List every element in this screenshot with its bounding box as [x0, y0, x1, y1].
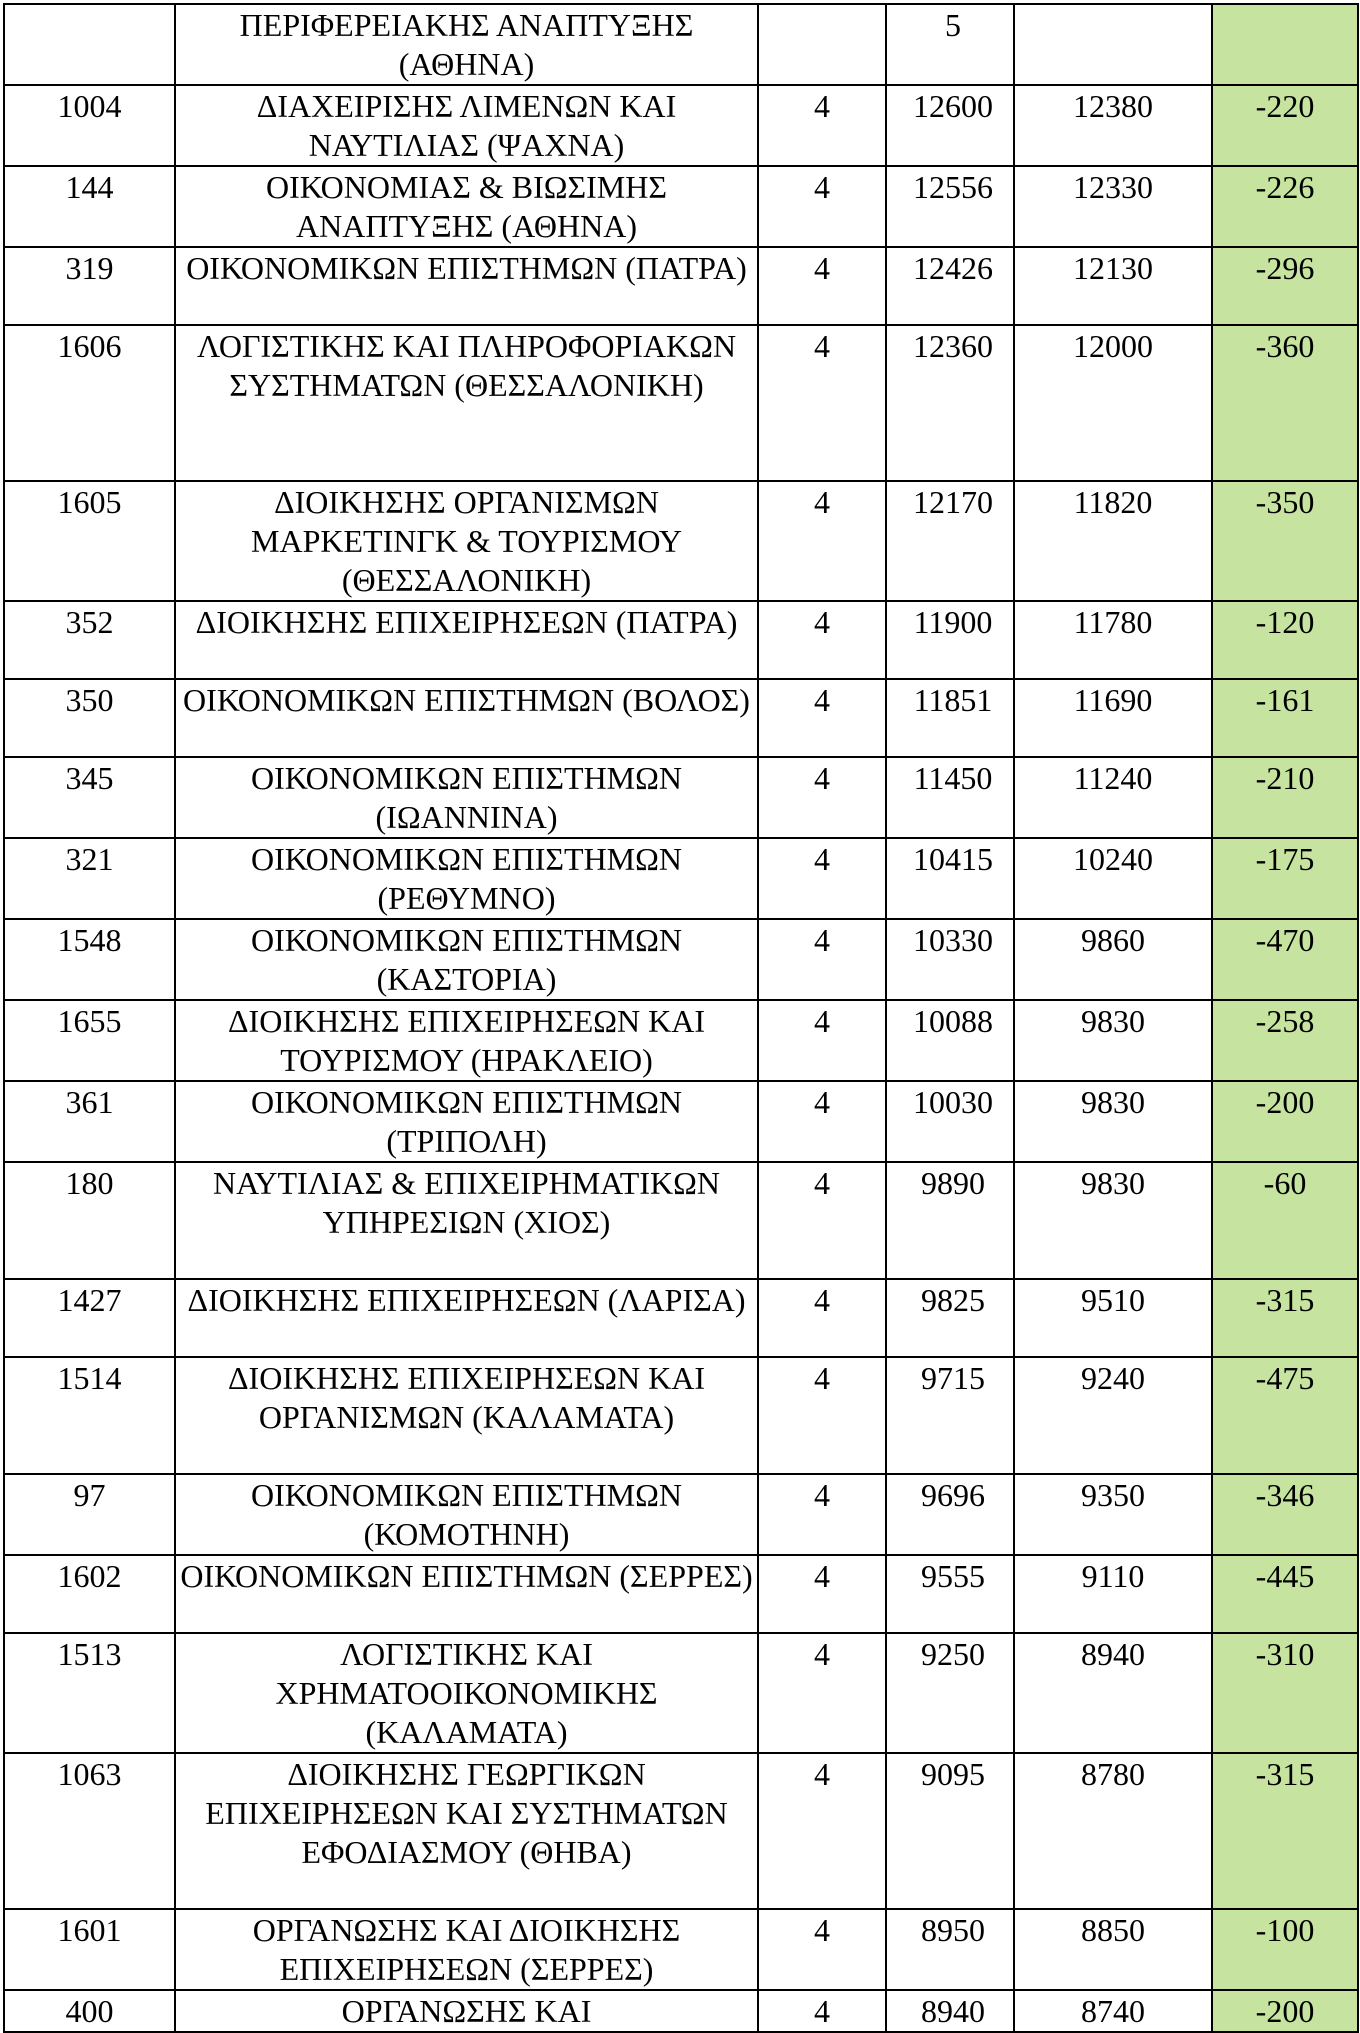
department-name-cell: ΟΙΚΟΝΟΜΙΚΩΝ ΕΠΙΣΤΗΜΩΝ (ΣΕΡΡΕΣ) [175, 1555, 758, 1633]
department-name-cell: ΟΙΚΟΝΟΜΙΚΩΝ ΕΠΙΣΤΗΜΩΝ (ΤΡΙΠΟΛΗ) [175, 1081, 758, 1162]
new-base-score-cell: 9860 [1014, 919, 1212, 1000]
new-base-score-cell [1014, 4, 1212, 85]
table-row [4, 1081, 1358, 1162]
department-code-cell: 1655 [4, 1000, 175, 1081]
previous-base-score-cell: 11851 [886, 679, 1014, 757]
table-row [4, 679, 1358, 757]
new-base-score-cell: 12130 [1014, 247, 1212, 325]
department-code-cell: 321 [4, 838, 175, 919]
table-row [4, 85, 1358, 166]
previous-base-score-cell: 9095 [886, 1753, 1014, 1909]
previous-base-score-cell: 12426 [886, 247, 1014, 325]
score-difference-cell: -470 [1212, 919, 1358, 1000]
study-years-cell: 4 [758, 838, 886, 919]
new-base-score-cell: 12380 [1014, 85, 1212, 166]
department-code-cell: 1427 [4, 1279, 175, 1357]
department-code-cell: 1063 [4, 1753, 175, 1909]
department-name-cell: ΔΙΟΙΚΗΣΗΣ ΕΠΙΧΕΙΡΗΣΕΩΝ ΚΑΙ ΤΟΥΡΙΣΜΟΥ (ΗΡΑΚΛΕΙΟ) [175, 1000, 758, 1081]
study-years-cell: 4 [758, 679, 886, 757]
table-row [4, 1357, 1358, 1474]
department-name-cell: ΔΙΟΙΚΗΣΗΣ ΕΠΙΧΕΙΡΗΣΕΩΝ (ΠΑΤΡΑ) [175, 601, 758, 679]
department-code-cell: 1605 [4, 481, 175, 601]
study-years-cell: 4 [758, 601, 886, 679]
new-base-score-cell: 9510 [1014, 1279, 1212, 1357]
study-years-cell: 4 [758, 85, 886, 166]
study-years-cell: 4 [758, 757, 886, 838]
new-base-score-cell: 8850 [1014, 1909, 1212, 1990]
score-difference-cell: -100 [1212, 1909, 1358, 1990]
study-years-cell: 4 [758, 1555, 886, 1633]
study-years-cell: 4 [758, 919, 886, 1000]
previous-base-score-cell: 9555 [886, 1555, 1014, 1633]
department-code-cell: 1004 [4, 85, 175, 166]
department-code-cell: 400 [4, 1990, 175, 2032]
study-years-cell: 4 [758, 1081, 886, 1162]
department-code-cell: 1602 [4, 1555, 175, 1633]
department-code-cell: 1513 [4, 1633, 175, 1753]
score-difference-cell: -161 [1212, 679, 1358, 757]
department-code-cell: 1601 [4, 1909, 175, 1990]
table-row [4, 1633, 1358, 1753]
table-row [4, 325, 1358, 481]
score-difference-cell: -350 [1212, 481, 1358, 601]
score-difference-cell: -210 [1212, 757, 1358, 838]
study-years-cell: 4 [758, 325, 886, 481]
score-difference-cell: -200 [1212, 1990, 1358, 2032]
table-row [4, 1909, 1358, 1990]
new-base-score-cell: 9830 [1014, 1081, 1212, 1162]
score-difference-cell: -175 [1212, 838, 1358, 919]
table-row [4, 4, 1358, 85]
previous-base-score-cell: 10415 [886, 838, 1014, 919]
department-code-cell: 350 [4, 679, 175, 757]
department-name-cell: ΛΟΓΙΣΤΙΚΗΣ ΚΑΙ ΧΡΗΜΑΤΟΟΙΚΟΝΟΜΙΚΗΣ (ΚΑΛΑΜΑΤΑ) [175, 1633, 758, 1753]
department-name-cell: ΔΙΟΙΚΗΣΗΣ ΟΡΓΑΝΙΣΜΩΝ ΜΑΡΚΕΤΙΝΓΚ & ΤΟΥΡΙΣΜΟΥ (ΘΕΣΣΑΛΟΝΙΚΗ) [175, 481, 758, 601]
previous-base-score-cell: 10030 [886, 1081, 1014, 1162]
previous-base-score-cell: 11450 [886, 757, 1014, 838]
department-code-cell: 180 [4, 1162, 175, 1279]
score-difference-cell: -346 [1212, 1474, 1358, 1555]
score-difference-cell: -315 [1212, 1279, 1358, 1357]
department-name-cell: ΟΙΚΟΝΟΜΙΚΩΝ ΕΠΙΣΤΗΜΩΝ (ΙΩΑΝΝΙΝΑ) [175, 757, 758, 838]
score-difference-cell [1212, 4, 1358, 85]
previous-base-score-cell: 8940 [886, 1990, 1014, 2032]
department-name-cell: ΔΙΟΙΚΗΣΗΣ ΕΠΙΧΕΙΡΗΣΕΩΝ ΚΑΙ ΟΡΓΑΝΙΣΜΩΝ (ΚΑΛΑΜΑΤΑ) [175, 1357, 758, 1474]
study-years-cell: 4 [758, 1474, 886, 1555]
new-base-score-cell: 9830 [1014, 1162, 1212, 1279]
study-years-cell: 4 [758, 1990, 886, 2032]
department-code-cell: 319 [4, 247, 175, 325]
new-base-score-cell: 9110 [1014, 1555, 1212, 1633]
previous-base-score-cell: 9890 [886, 1162, 1014, 1279]
score-difference-cell: -220 [1212, 85, 1358, 166]
table-row [4, 919, 1358, 1000]
department-name-cell: ΟΙΚΟΝΟΜΙΚΩΝ ΕΠΙΣΤΗΜΩΝ (ΒΟΛΟΣ) [175, 679, 758, 757]
table-row [4, 1162, 1358, 1279]
department-code-cell: 1514 [4, 1357, 175, 1474]
department-code-cell [4, 4, 175, 85]
department-name-cell: ΔΙΑΧΕΙΡΙΣΗΣ ΛΙΜΕΝΩΝ ΚΑΙ ΝΑΥΤΙΛΙΑΣ (ΨΑΧΝΑ) [175, 85, 758, 166]
department-code-cell: 97 [4, 1474, 175, 1555]
table-row [4, 166, 1358, 247]
department-code-cell: 352 [4, 601, 175, 679]
new-base-score-cell: 8740 [1014, 1990, 1212, 2032]
department-code-cell: 1548 [4, 919, 175, 1000]
department-name-cell: ΟΙΚΟΝΟΜΙΚΩΝ ΕΠΙΣΤΗΜΩΝ (ΚΑΣΤΟΡΙΑ) [175, 919, 758, 1000]
department-code-cell: 1606 [4, 325, 175, 481]
table-row [4, 601, 1358, 679]
table-row [4, 1555, 1358, 1633]
department-code-cell: 345 [4, 757, 175, 838]
table-row [4, 1753, 1358, 1909]
new-base-score-cell: 8780 [1014, 1753, 1212, 1909]
study-years-cell: 4 [758, 481, 886, 601]
previous-base-score-cell: 5 [886, 4, 1014, 85]
new-base-score-cell: 12330 [1014, 166, 1212, 247]
new-base-score-cell: 10240 [1014, 838, 1212, 919]
table-row [4, 1279, 1358, 1357]
score-difference-cell: -120 [1212, 601, 1358, 679]
department-name-cell: ΛΟΓΙΣΤΙΚΗΣ ΚΑΙ ΠΛΗΡΟΦΟΡΙΑΚΩΝ ΣΥΣΤΗΜΑΤΩΝ (ΘΕΣΣΑΛΟΝΙΚΗ) [175, 325, 758, 481]
table-row [4, 1990, 1358, 2032]
table-body [4, 4, 1358, 2032]
new-base-score-cell: 12000 [1014, 325, 1212, 481]
department-name-cell: ΔΙΟΙΚΗΣΗΣ ΓΕΩΡΓΙΚΩΝ ΕΠΙΧΕΙΡΗΣΕΩΝ ΚΑΙ ΣΥΣΤΗΜΑΤΩΝ ΕΦΟΔΙΑΣΜΟΥ (ΘΗΒΑ) [175, 1753, 758, 1909]
score-difference-cell: -200 [1212, 1081, 1358, 1162]
study-years-cell: 4 [758, 1909, 886, 1990]
table-row [4, 247, 1358, 325]
previous-base-score-cell: 12556 [886, 166, 1014, 247]
study-years-cell: 4 [758, 247, 886, 325]
study-years-cell: 4 [758, 1357, 886, 1474]
admissions-table [3, 3, 1359, 2033]
previous-base-score-cell: 12360 [886, 325, 1014, 481]
previous-base-score-cell: 9696 [886, 1474, 1014, 1555]
department-name-cell: ΔΙΟΙΚΗΣΗΣ ΕΠΙΧΕΙΡΗΣΕΩΝ (ΛΑΡΙΣΑ) [175, 1279, 758, 1357]
new-base-score-cell: 11820 [1014, 481, 1212, 601]
previous-base-score-cell: 9250 [886, 1633, 1014, 1753]
study-years-cell [758, 4, 886, 85]
score-difference-cell: -315 [1212, 1753, 1358, 1909]
score-difference-cell: -296 [1212, 247, 1358, 325]
department-name-cell: ΟΙΚΟΝΟΜΙΚΩΝ ΕΠΙΣΤΗΜΩΝ (ΡΕΘΥΜΝΟ) [175, 838, 758, 919]
previous-base-score-cell: 10088 [886, 1000, 1014, 1081]
department-name-cell: ΟΡΓΑΝΩΣΗΣ ΚΑΙ [175, 1990, 758, 2032]
department-name-cell: ΝΑΥΤΙΛΙΑΣ & ΕΠΙΧΕΙΡΗΜΑΤΙΚΩΝ ΥΠΗΡΕΣΙΩΝ (ΧΙΟΣ) [175, 1162, 758, 1279]
score-difference-cell: -445 [1212, 1555, 1358, 1633]
new-base-score-cell: 9830 [1014, 1000, 1212, 1081]
department-name-cell: ΟΡΓΑΝΩΣΗΣ ΚΑΙ ΔΙΟΙΚΗΣΗΣ ΕΠΙΧΕΙΡΗΣΕΩΝ (ΣΕΡΡΕΣ) [175, 1909, 758, 1990]
previous-base-score-cell: 9715 [886, 1357, 1014, 1474]
study-years-cell: 4 [758, 1279, 886, 1357]
table-row [4, 757, 1358, 838]
new-base-score-cell: 8940 [1014, 1633, 1212, 1753]
previous-base-score-cell: 12170 [886, 481, 1014, 601]
new-base-score-cell: 9350 [1014, 1474, 1212, 1555]
department-code-cell: 144 [4, 166, 175, 247]
department-name-cell: ΟΙΚΟΝΟΜΙΚΩΝ ΕΠΙΣΤΗΜΩΝ (ΚΟΜΟΤΗΝΗ) [175, 1474, 758, 1555]
score-difference-cell: -258 [1212, 1000, 1358, 1081]
previous-base-score-cell: 9825 [886, 1279, 1014, 1357]
study-years-cell: 4 [758, 1162, 886, 1279]
study-years-cell: 4 [758, 1000, 886, 1081]
score-difference-cell: -360 [1212, 325, 1358, 481]
department-code-cell: 361 [4, 1081, 175, 1162]
new-base-score-cell: 9240 [1014, 1357, 1212, 1474]
previous-base-score-cell: 11900 [886, 601, 1014, 679]
department-name-cell: ΟΙΚΟΝΟΜΙΚΩΝ ΕΠΙΣΤΗΜΩΝ (ΠΑΤΡΑ) [175, 247, 758, 325]
previous-base-score-cell: 8950 [886, 1909, 1014, 1990]
study-years-cell: 4 [758, 1633, 886, 1753]
new-base-score-cell: 11690 [1014, 679, 1212, 757]
department-name-cell: ΠΕΡΙΦΕΡΕΙΑΚΗΣ ΑΝΑΠΤΥΞΗΣ (ΑΘΗΝΑ) [175, 4, 758, 85]
new-base-score-cell: 11780 [1014, 601, 1212, 679]
new-base-score-cell: 11240 [1014, 757, 1212, 838]
score-difference-cell: -310 [1212, 1633, 1358, 1753]
score-difference-cell: -475 [1212, 1357, 1358, 1474]
previous-base-score-cell: 12600 [886, 85, 1014, 166]
previous-base-score-cell: 10330 [886, 919, 1014, 1000]
score-difference-cell: -226 [1212, 166, 1358, 247]
table-row [4, 838, 1358, 919]
department-name-cell: ΟΙΚΟΝΟΜΙΑΣ & ΒΙΩΣΙΜΗΣ ΑΝΑΠΤΥΞΗΣ (ΑΘΗΝΑ) [175, 166, 758, 247]
table-row [4, 1000, 1358, 1081]
study-years-cell: 4 [758, 1753, 886, 1909]
score-difference-cell: -60 [1212, 1162, 1358, 1279]
study-years-cell: 4 [758, 166, 886, 247]
table-row [4, 481, 1358, 601]
table-row [4, 1474, 1358, 1555]
